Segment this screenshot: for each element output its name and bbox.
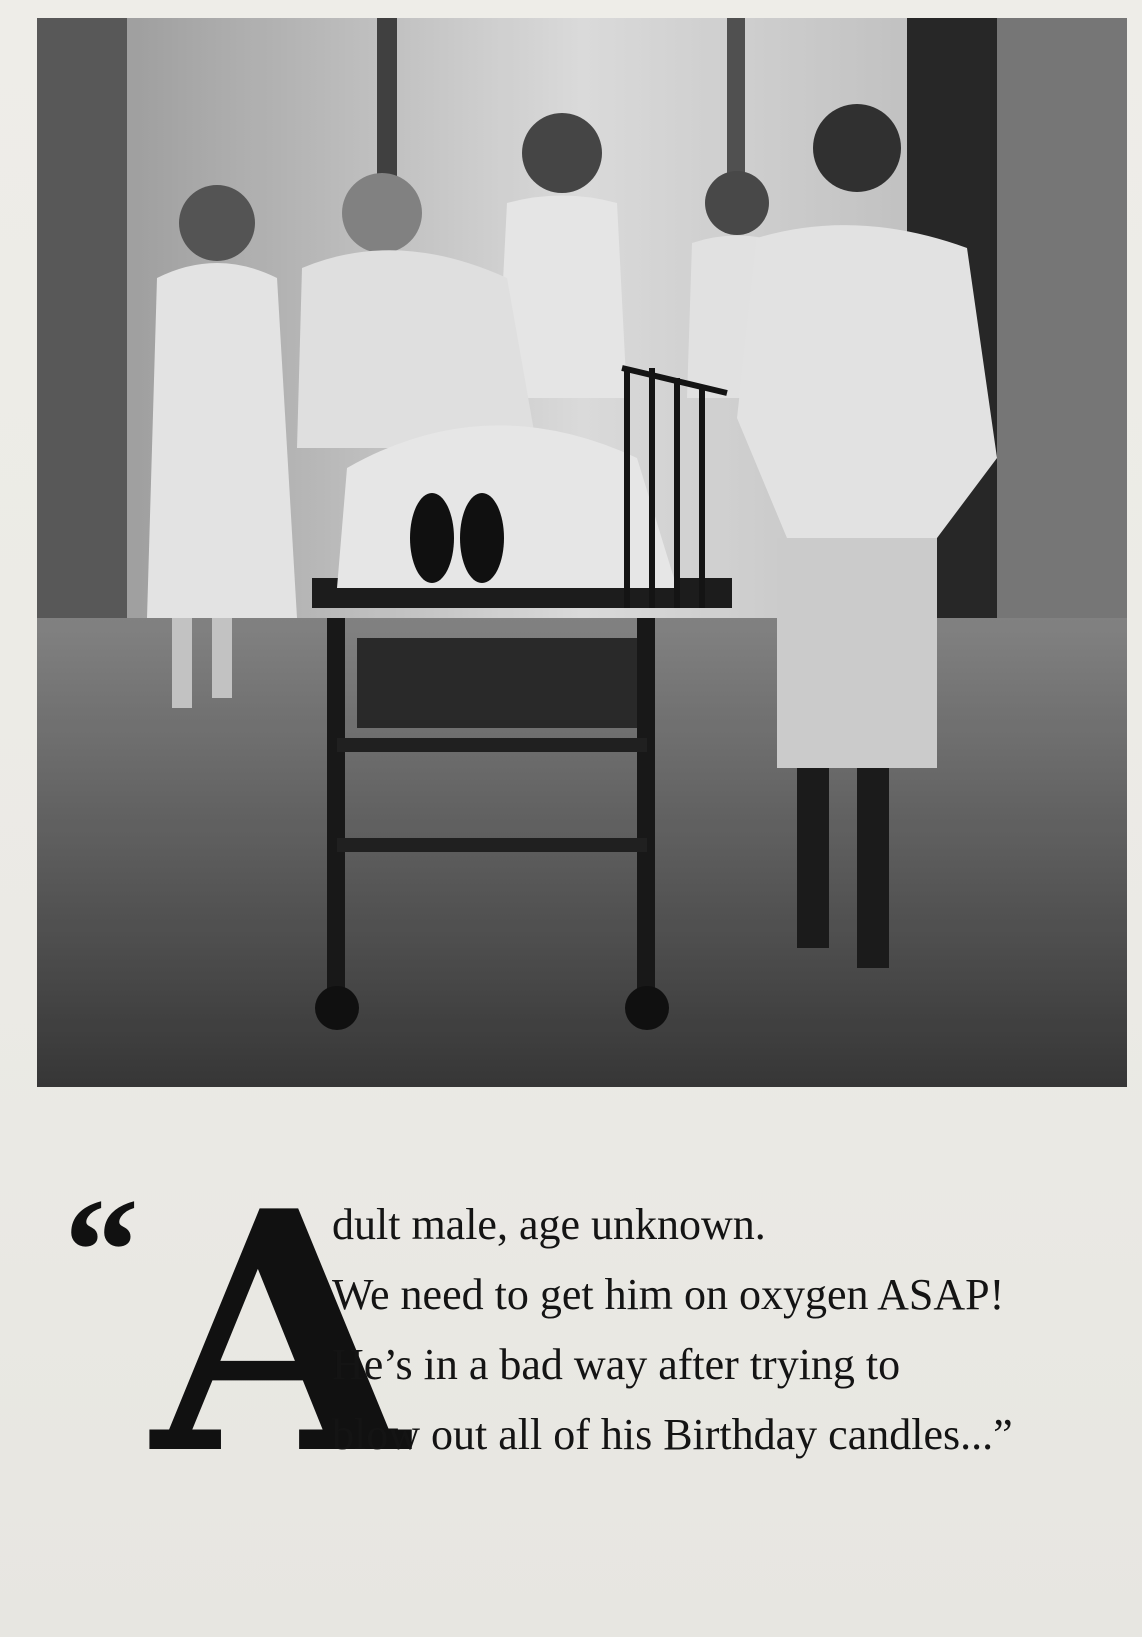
quote-lines <box>332 1190 1132 1470</box>
hospital-corridor-photo <box>37 18 1127 1087</box>
quote-line: He’s in a bad way after trying to <box>332 1340 901 1389</box>
caption-quote <box>60 1139 1120 1527</box>
open-quotation-mark: “ <box>64 1168 139 1334</box>
quote-line: blow out all of his Birthday candles...” <box>332 1410 1013 1459</box>
quote-line: dult male, age unknown. <box>332 1200 766 1249</box>
drop-cap-letter: A <box>152 1139 409 1527</box>
quote-line: We need to get him on oxygen ASAP! <box>332 1270 1005 1319</box>
